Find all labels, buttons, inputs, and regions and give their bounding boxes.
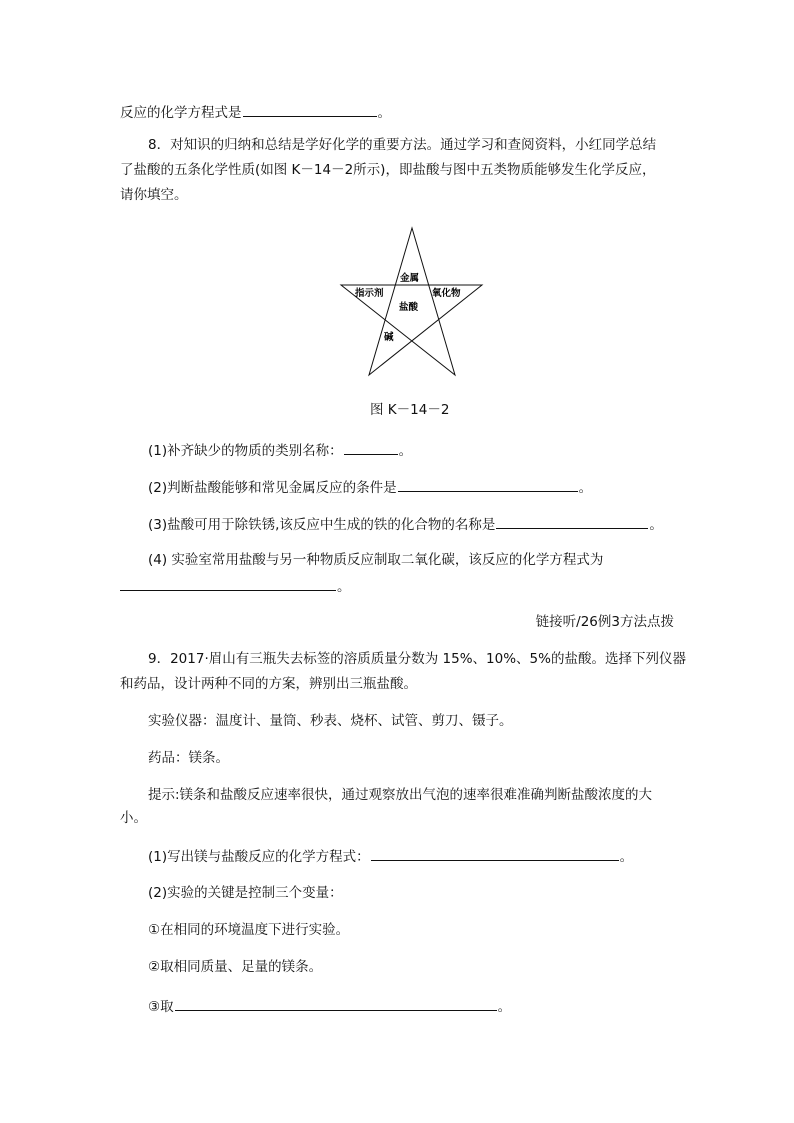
label-indicator: 指示剂 bbox=[355, 288, 384, 299]
q9-line-1: 9．2017·眉山有三瓶失去标签的溶质质量分数为 15%、10%、5%的盐酸。选择下列仪器 bbox=[148, 651, 686, 667]
q9-sub1-blank[interactable] bbox=[371, 846, 619, 861]
q8-sub3-end: 。 bbox=[649, 517, 663, 533]
q9-instruments: 实验仪器：温度计、量筒、秒表、烧杯、试管、剪刀、镊子。 bbox=[148, 713, 513, 729]
q8-sub1-end: 。 bbox=[398, 443, 413, 459]
q8-sub4-line1: (4) 实验室常用盐酸与另一种物质反应制取二氧化碳，该反应的化学方程式为 bbox=[148, 552, 604, 568]
q8-sub4-line2 bbox=[120, 576, 351, 596]
q9-item-3 bbox=[148, 996, 511, 1016]
q8-sub1 bbox=[148, 440, 412, 460]
q8-sub4-blank[interactable] bbox=[120, 576, 336, 591]
q9-item-2: ②取相同质量、足量的镁条。 bbox=[148, 959, 323, 975]
q8-line-1: 8．对知识的归纳和总结是学好化学的重要方法。通过学习和查阅资料，小红同学总结 bbox=[148, 137, 657, 153]
q9-sub1-end: 。 bbox=[619, 849, 634, 865]
q7-end-mark: 。 bbox=[377, 105, 391, 121]
q9-item3-blank[interactable] bbox=[175, 996, 497, 1011]
label-metal: 金属 bbox=[400, 273, 420, 284]
q9-hint-2: 小。 bbox=[120, 810, 147, 826]
figure-caption: 图 K－14－2 bbox=[370, 402, 450, 418]
q9-item3-end: 。 bbox=[497, 999, 512, 1015]
q8-sub1-blank[interactable] bbox=[344, 440, 398, 455]
q8-sub2-blank[interactable] bbox=[398, 477, 578, 492]
q9-sub1-text: (1)写出镁与盐酸反应的化学方程式： bbox=[148, 849, 370, 865]
q8-sub2-text: (2)判断盐酸能够和常见金属反应的条件是 bbox=[148, 480, 397, 496]
q9-item3-text: ③取 bbox=[148, 999, 174, 1015]
q7-tail-text: 反应的化学方程式是 bbox=[120, 105, 242, 121]
q8-sub3-text: (3)盐酸可用于除铁锈,该反应中生成的铁的化合物的名称是 bbox=[148, 517, 496, 533]
q9-line-2: 和药品，设计两种不同的方案，辨别出三瓶盐酸。 bbox=[120, 676, 417, 692]
q8-sub3 bbox=[148, 514, 663, 534]
q8-sub1-text: (1)补齐缺少的物质的类别名称： bbox=[148, 443, 343, 459]
label-base: 碱 bbox=[384, 332, 394, 343]
q8-sub2 bbox=[148, 477, 592, 497]
q9-item-1: ①在相同的环境温度下进行实验。 bbox=[148, 922, 350, 938]
label-oxide: 氧化物 bbox=[432, 288, 461, 299]
q8-line-3: 请你填空。 bbox=[120, 187, 188, 203]
q9-sub2: (2)实验的关键是控制三个变量： bbox=[148, 885, 343, 901]
q8-sub2-end: 。 bbox=[578, 480, 593, 496]
q9-drugs: 药品：镁条。 bbox=[148, 750, 229, 766]
q8-line-2: 了盐酸的五条化学性质(如图 K－14－2所示)，即盐酸与图中五类物质能够发生化学反应， bbox=[120, 162, 656, 178]
label-center-acid: 盐酸 bbox=[399, 302, 419, 313]
method-link[interactable]: 链接听/26例3方法点拨 bbox=[535, 614, 674, 630]
q9-sub1 bbox=[148, 846, 633, 866]
q8-sub4-end: 。 bbox=[337, 579, 351, 595]
q8-sub3-blank[interactable] bbox=[496, 514, 648, 529]
q9-hint-1: 提示:镁条和盐酸反应速率很快，通过观察放出气泡的速率很难准确判断盐酸浓度的大 bbox=[148, 787, 653, 803]
